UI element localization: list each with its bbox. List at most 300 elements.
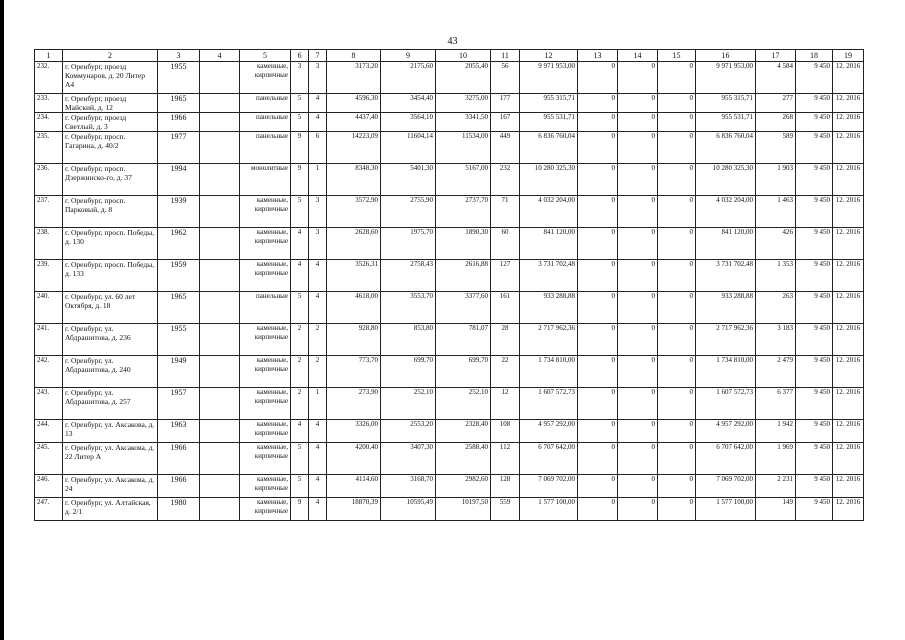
table-cell: 9 xyxy=(291,132,309,164)
column-header: 2 xyxy=(63,50,158,62)
table-cell: г. Оренбург, проезд Светлый, д. 3 xyxy=(63,113,158,132)
table-cell: 108 xyxy=(491,420,520,443)
table-cell: 12. 2016 xyxy=(833,62,864,94)
table-cell: 3326,00 xyxy=(327,420,381,443)
table-cell: 0 xyxy=(578,475,618,498)
table-cell: каменные, кирпичные xyxy=(240,324,291,356)
table-cell: г. Оренбург, ул. Абдрашитова, д. 257 xyxy=(63,388,158,420)
table-cell: 3407,30 xyxy=(381,443,436,475)
table-cell: 4 xyxy=(309,113,327,132)
table-cell: 240. xyxy=(35,292,63,324)
table-cell: каменные, кирпичные xyxy=(240,228,291,260)
table-cell: 0 xyxy=(618,164,658,196)
table-cell: 0 xyxy=(578,420,618,443)
table-cell: 4 xyxy=(291,260,309,292)
table-cell: 0 xyxy=(578,94,618,113)
table-cell: 12. 2016 xyxy=(833,196,864,228)
binding-edge xyxy=(0,0,4,640)
table-cell: 12. 2016 xyxy=(833,356,864,388)
table-cell: 242. xyxy=(35,356,63,388)
table-row xyxy=(35,356,864,388)
table-cell: г. Оренбург, проезд Коммунаров, д. 20 Литер А4 xyxy=(63,62,158,94)
column-header: 16 xyxy=(696,50,756,62)
table-cell: 928,80 xyxy=(327,324,381,356)
table-cell: 9 xyxy=(291,164,309,196)
table-cell: 5167,00 xyxy=(436,164,491,196)
table-cell xyxy=(200,196,240,228)
column-header: 3 xyxy=(158,50,200,62)
table-cell: 127 xyxy=(491,260,520,292)
table-cell: 1963 xyxy=(158,420,200,443)
table-row xyxy=(35,498,864,521)
column-header: 9 xyxy=(381,50,436,62)
table-cell: 853,80 xyxy=(381,324,436,356)
table-cell: г. Оренбург, ул. Абдрашитова, д. 236 xyxy=(63,324,158,356)
table-cell: 128 xyxy=(491,475,520,498)
table-cell: 238. xyxy=(35,228,63,260)
table-cell: 9 450 xyxy=(796,356,833,388)
table-cell: 252,10 xyxy=(436,388,491,420)
table-cell: 4 xyxy=(309,475,327,498)
table-cell: 4 xyxy=(291,420,309,443)
table-cell: 0 xyxy=(658,498,696,521)
table-cell: 1 903 xyxy=(756,164,796,196)
table-cell xyxy=(200,443,240,475)
table-cell: 3341,50 xyxy=(436,113,491,132)
table-cell: 2 717 962,36 xyxy=(520,324,578,356)
column-header: 8 xyxy=(327,50,381,62)
table-cell: 2 xyxy=(309,324,327,356)
table-cell: 0 xyxy=(658,324,696,356)
table-cell: 12. 2016 xyxy=(833,228,864,260)
table-cell: 56 xyxy=(491,62,520,94)
table-cell: 6 836 760,04 xyxy=(520,132,578,164)
table-cell: г. Оренбург, просп. Победы, д. 133 xyxy=(63,260,158,292)
table-cell: 0 xyxy=(578,498,618,521)
table-row xyxy=(35,292,864,324)
table-cell: 1 734 810,00 xyxy=(520,356,578,388)
table-cell: 3377,60 xyxy=(436,292,491,324)
table-cell: 2175,60 xyxy=(381,62,436,94)
table-cell: 1 607 572,73 xyxy=(520,388,578,420)
table-cell: 263 xyxy=(756,292,796,324)
table-cell: 0 xyxy=(618,388,658,420)
table-cell xyxy=(200,62,240,94)
table-cell: 6 707 642,00 xyxy=(696,443,756,475)
table-row xyxy=(35,260,864,292)
column-header: 15 xyxy=(658,50,696,62)
table-cell: 12. 2016 xyxy=(833,498,864,521)
table-cell: 4 xyxy=(309,292,327,324)
table-cell: 14223,09 xyxy=(327,132,381,164)
table-cell: 252,10 xyxy=(381,388,436,420)
table-cell: 233. xyxy=(35,94,63,113)
table-cell: 2 xyxy=(291,356,309,388)
table-cell: 1966 xyxy=(158,475,200,498)
table-cell: 1965 xyxy=(158,292,200,324)
table-row xyxy=(35,164,864,196)
table-cell: 149 xyxy=(756,498,796,521)
table-cell: 167 xyxy=(491,113,520,132)
table-cell: 12. 2016 xyxy=(833,292,864,324)
table-cell: 3 183 xyxy=(756,324,796,356)
table-cell: 3 731 702,48 xyxy=(696,260,756,292)
table-cell: 3173,20 xyxy=(327,62,381,94)
table-cell xyxy=(200,113,240,132)
table-cell: 10 280 325,30 xyxy=(696,164,756,196)
table-cell: 22 xyxy=(491,356,520,388)
table-cell: 0 xyxy=(658,443,696,475)
table-cell xyxy=(200,228,240,260)
table-cell: 0 xyxy=(618,62,658,94)
table-cell: 5 xyxy=(291,113,309,132)
table-cell: 0 xyxy=(658,388,696,420)
table-cell: монолитные xyxy=(240,164,291,196)
table-cell: 10 280 325,30 xyxy=(520,164,578,196)
table-row xyxy=(35,475,864,498)
table-cell: 0 xyxy=(658,420,696,443)
table-cell: 0 xyxy=(658,292,696,324)
table-cell: 9 450 xyxy=(796,443,833,475)
table-cell: 1 734 810,00 xyxy=(696,356,756,388)
table-cell xyxy=(200,498,240,521)
table-cell: каменные, кирпичные xyxy=(240,260,291,292)
table-cell: 4 xyxy=(309,420,327,443)
table-cell: 2616,88 xyxy=(436,260,491,292)
table-cell: 9 450 xyxy=(796,62,833,94)
column-header: 13 xyxy=(578,50,618,62)
table-cell: 0 xyxy=(658,62,696,94)
table-cell: 0 xyxy=(618,94,658,113)
table-cell: 12. 2016 xyxy=(833,94,864,113)
table-cell: 1949 xyxy=(158,356,200,388)
table-cell: г. Оренбург, просп. Гагарина, д. 40/2 xyxy=(63,132,158,164)
table-cell: 268 xyxy=(756,113,796,132)
table-cell: 781,07 xyxy=(436,324,491,356)
table-cell: 237. xyxy=(35,196,63,228)
table-cell: 1966 xyxy=(158,443,200,475)
table-cell: г. Оренбург, ул. Алтайская, д. 2/1 xyxy=(63,498,158,521)
table-cell: 12. 2016 xyxy=(833,475,864,498)
table-cell: 0 xyxy=(618,113,658,132)
table-cell: 449 xyxy=(491,132,520,164)
table-row xyxy=(35,113,864,132)
table-cell: 3526,31 xyxy=(327,260,381,292)
table-cell: 1977 xyxy=(158,132,200,164)
table-cell: 9 450 xyxy=(796,94,833,113)
column-header: 6 xyxy=(291,50,309,62)
table-cell: г. Оренбург, ул. Аксакова, д. 24 xyxy=(63,475,158,498)
table-cell: 5 xyxy=(291,443,309,475)
table-cell: 3553,70 xyxy=(381,292,436,324)
table-cell: 0 xyxy=(618,132,658,164)
page-number: 43 xyxy=(447,36,458,47)
table-cell: 933 288,88 xyxy=(696,292,756,324)
table-cell: 1 942 xyxy=(756,420,796,443)
table-row xyxy=(35,443,864,475)
table-cell: 244. xyxy=(35,420,63,443)
table-cell: 6 377 xyxy=(756,388,796,420)
table-cell: 0 xyxy=(618,498,658,521)
column-header: 18 xyxy=(796,50,833,62)
table-cell: 12. 2016 xyxy=(833,443,864,475)
table-cell: 241. xyxy=(35,324,63,356)
table-cell: 12. 2016 xyxy=(833,132,864,164)
table-cell: 12. 2016 xyxy=(833,420,864,443)
table-cell: г. Оренбург, просп. Победы, д. 130 xyxy=(63,228,158,260)
table-cell: 10595,49 xyxy=(381,498,436,521)
table-cell: 4114,60 xyxy=(327,475,381,498)
table-cell: 6 707 642,00 xyxy=(520,443,578,475)
column-header: 17 xyxy=(756,50,796,62)
table-cell: 1 xyxy=(309,164,327,196)
table-cell: 1955 xyxy=(158,324,200,356)
table-cell: 9 xyxy=(291,498,309,521)
table-cell: 1980 xyxy=(158,498,200,521)
table-cell: 2588,40 xyxy=(436,443,491,475)
table-cell: 4437,40 xyxy=(327,113,381,132)
table-cell: 1939 xyxy=(158,196,200,228)
table-cell: 9 450 xyxy=(796,475,833,498)
table-cell: 841 120,00 xyxy=(696,228,756,260)
table-cell: 0 xyxy=(618,443,658,475)
table-cell: 9 450 xyxy=(796,292,833,324)
table-cell: 0 xyxy=(618,475,658,498)
table-row xyxy=(35,196,864,228)
table-cell: 0 xyxy=(578,196,618,228)
table-cell: 1 577 100,00 xyxy=(520,498,578,521)
table-cell: 0 xyxy=(578,324,618,356)
table-cell: 247. xyxy=(35,498,63,521)
table-cell: 234. xyxy=(35,113,63,132)
table-cell: 1 577 100,00 xyxy=(696,498,756,521)
table-cell: 2055,40 xyxy=(436,62,491,94)
table-cell: 9 450 xyxy=(796,113,833,132)
table-cell: 0 xyxy=(578,443,618,475)
table-cell: 9 450 xyxy=(796,388,833,420)
table-row xyxy=(35,228,864,260)
table-cell xyxy=(200,475,240,498)
table-cell: 4 584 xyxy=(756,62,796,94)
table-cell: 4 xyxy=(309,443,327,475)
table-cell: 112 xyxy=(491,443,520,475)
table-cell: 1955 xyxy=(158,62,200,94)
table-cell: 11604,14 xyxy=(381,132,436,164)
table-cell: 9 971 953,00 xyxy=(520,62,578,94)
table-cell: г. Оренбург, ул. Абдрашитова, д. 240 xyxy=(63,356,158,388)
table-cell: 955 315,71 xyxy=(520,94,578,113)
table-cell: 232 xyxy=(491,164,520,196)
table-cell: 0 xyxy=(578,113,618,132)
table-cell: 236. xyxy=(35,164,63,196)
table-cell: 4 xyxy=(291,228,309,260)
table-cell: 18870,39 xyxy=(327,498,381,521)
table-cell: каменные, кирпичные xyxy=(240,356,291,388)
table-cell: 9 450 xyxy=(796,498,833,521)
table-cell xyxy=(200,388,240,420)
table-cell: 12. 2016 xyxy=(833,388,864,420)
table-row xyxy=(35,132,864,164)
table-cell: 1957 xyxy=(158,388,200,420)
table-cell: 0 xyxy=(578,356,618,388)
table-cell: 239. xyxy=(35,260,63,292)
table-cell: 6 xyxy=(309,132,327,164)
table-cell: 2328,40 xyxy=(436,420,491,443)
table-cell: каменные, кирпичные xyxy=(240,498,291,521)
table-cell: 841 120,00 xyxy=(520,228,578,260)
table-cell: панельные xyxy=(240,113,291,132)
table-cell: 0 xyxy=(578,292,618,324)
table-cell: 4596,30 xyxy=(327,94,381,113)
table-cell: 426 xyxy=(756,228,796,260)
table-cell: 0 xyxy=(658,356,696,388)
table-cell: 9 450 xyxy=(796,260,833,292)
table-cell: 8348,30 xyxy=(327,164,381,196)
table-cell: 1959 xyxy=(158,260,200,292)
table-cell: каменные, кирпичные xyxy=(240,196,291,228)
table-cell: 5 xyxy=(291,94,309,113)
table-cell: 7 069 702,00 xyxy=(520,475,578,498)
table-cell: 933 288,88 xyxy=(520,292,578,324)
table-cell: 1962 xyxy=(158,228,200,260)
table-cell: 0 xyxy=(658,132,696,164)
table-cell: 955 315,71 xyxy=(696,94,756,113)
table-cell: 0 xyxy=(658,475,696,498)
table-cell: 3168,70 xyxy=(381,475,436,498)
table-cell xyxy=(200,356,240,388)
table-cell: 161 xyxy=(491,292,520,324)
table-cell: 0 xyxy=(618,292,658,324)
table-cell: 5 xyxy=(291,292,309,324)
table-cell: 12 xyxy=(491,388,520,420)
column-header: 12 xyxy=(520,50,578,62)
table-cell: каменные, кирпичные xyxy=(240,475,291,498)
table-cell: 3 xyxy=(291,62,309,94)
table-cell: 0 xyxy=(658,94,696,113)
table-cell: 2553,20 xyxy=(381,420,436,443)
table-row xyxy=(35,324,864,356)
table-cell: 3564,10 xyxy=(381,113,436,132)
table-cell: 1890,30 xyxy=(436,228,491,260)
table-cell: 0 xyxy=(658,260,696,292)
table-cell: 0 xyxy=(618,420,658,443)
table-cell: 0 xyxy=(578,228,618,260)
table-cell: 12. 2016 xyxy=(833,113,864,132)
table-cell: 2 xyxy=(291,324,309,356)
table-cell: 589 xyxy=(756,132,796,164)
table-cell: 12. 2016 xyxy=(833,324,864,356)
table-cell: 0 xyxy=(658,196,696,228)
table-cell: 9 450 xyxy=(796,420,833,443)
table-cell: 0 xyxy=(618,260,658,292)
column-header: 1 xyxy=(35,50,63,62)
table-cell: 4 xyxy=(309,260,327,292)
table-cell: 9 450 xyxy=(796,228,833,260)
table-cell: 0 xyxy=(658,164,696,196)
column-header: 4 xyxy=(200,50,240,62)
data-table xyxy=(34,49,864,521)
table-cell: 5 xyxy=(291,475,309,498)
table-cell: 4 xyxy=(309,498,327,521)
table-cell: 4 032 204,00 xyxy=(696,196,756,228)
table-cell: 3275,00 xyxy=(436,94,491,113)
table-cell: 2737,70 xyxy=(436,196,491,228)
table-cell: 12. 2016 xyxy=(833,164,864,196)
table-cell: 3454,40 xyxy=(381,94,436,113)
table-cell: 0 xyxy=(618,196,658,228)
table-cell: 1975,70 xyxy=(381,228,436,260)
table-cell: 699,70 xyxy=(436,356,491,388)
table-row xyxy=(35,388,864,420)
table-cell: 9 450 xyxy=(796,164,833,196)
table-cell xyxy=(200,164,240,196)
table-cell: 699,70 xyxy=(381,356,436,388)
column-header: 11 xyxy=(491,50,520,62)
table-row xyxy=(35,94,864,113)
table-cell: панельные xyxy=(240,94,291,113)
table-cell: 2982,60 xyxy=(436,475,491,498)
table-cell: 0 xyxy=(578,62,618,94)
header-row xyxy=(35,50,864,62)
table-cell: 1 463 xyxy=(756,196,796,228)
table-cell: 9 450 xyxy=(796,324,833,356)
table-cell: 0 xyxy=(578,388,618,420)
table-cell: 4 957 292,00 xyxy=(696,420,756,443)
table-cell: 4 xyxy=(309,94,327,113)
table-cell: 9 450 xyxy=(796,132,833,164)
table-cell: г. Оренбург, просп. Дзержинско-го, д. 37 xyxy=(63,164,158,196)
table-cell: 0 xyxy=(618,356,658,388)
table-cell: 3572,90 xyxy=(327,196,381,228)
table-cell: г. Оренбург, ул. 60 лет Октября, д. 18 xyxy=(63,292,158,324)
table-cell: 0 xyxy=(578,260,618,292)
table-cell: 9 450 xyxy=(796,196,833,228)
table-cell: г. Оренбург, ул. Аксакова, д. 22 Литер А xyxy=(63,443,158,475)
table-cell: 9 971 953,00 xyxy=(696,62,756,94)
table-cell: 2 479 xyxy=(756,356,796,388)
table-cell: панельные xyxy=(240,132,291,164)
table-cell: 3 731 702,48 xyxy=(520,260,578,292)
column-header: 7 xyxy=(309,50,327,62)
column-header: 10 xyxy=(436,50,491,62)
table-cell: 235. xyxy=(35,132,63,164)
table-cell: 5401,30 xyxy=(381,164,436,196)
table-cell xyxy=(200,324,240,356)
table-cell: 60 xyxy=(491,228,520,260)
table-row xyxy=(35,420,864,443)
table-cell: 0 xyxy=(578,164,618,196)
table-cell: 245. xyxy=(35,443,63,475)
table-cell: 1 607 572,73 xyxy=(696,388,756,420)
table-cell: 773,70 xyxy=(327,356,381,388)
table-cell: 0 xyxy=(658,113,696,132)
table-cell: 4618,00 xyxy=(327,292,381,324)
table-cell: 0 xyxy=(618,324,658,356)
column-header: 5 xyxy=(240,50,291,62)
table-cell xyxy=(200,292,240,324)
table-cell: 1965 xyxy=(158,94,200,113)
table-cell: 2628,60 xyxy=(327,228,381,260)
table-cell: 1 969 xyxy=(756,443,796,475)
table-cell: 10197,50 xyxy=(436,498,491,521)
table-cell: 955 531,71 xyxy=(520,113,578,132)
table-cell: 243. xyxy=(35,388,63,420)
table-cell: 2 xyxy=(309,356,327,388)
table-cell: 0 xyxy=(658,228,696,260)
table-cell: 177 xyxy=(491,94,520,113)
table-cell: 3 xyxy=(309,196,327,228)
table-cell: 12. 2016 xyxy=(833,260,864,292)
